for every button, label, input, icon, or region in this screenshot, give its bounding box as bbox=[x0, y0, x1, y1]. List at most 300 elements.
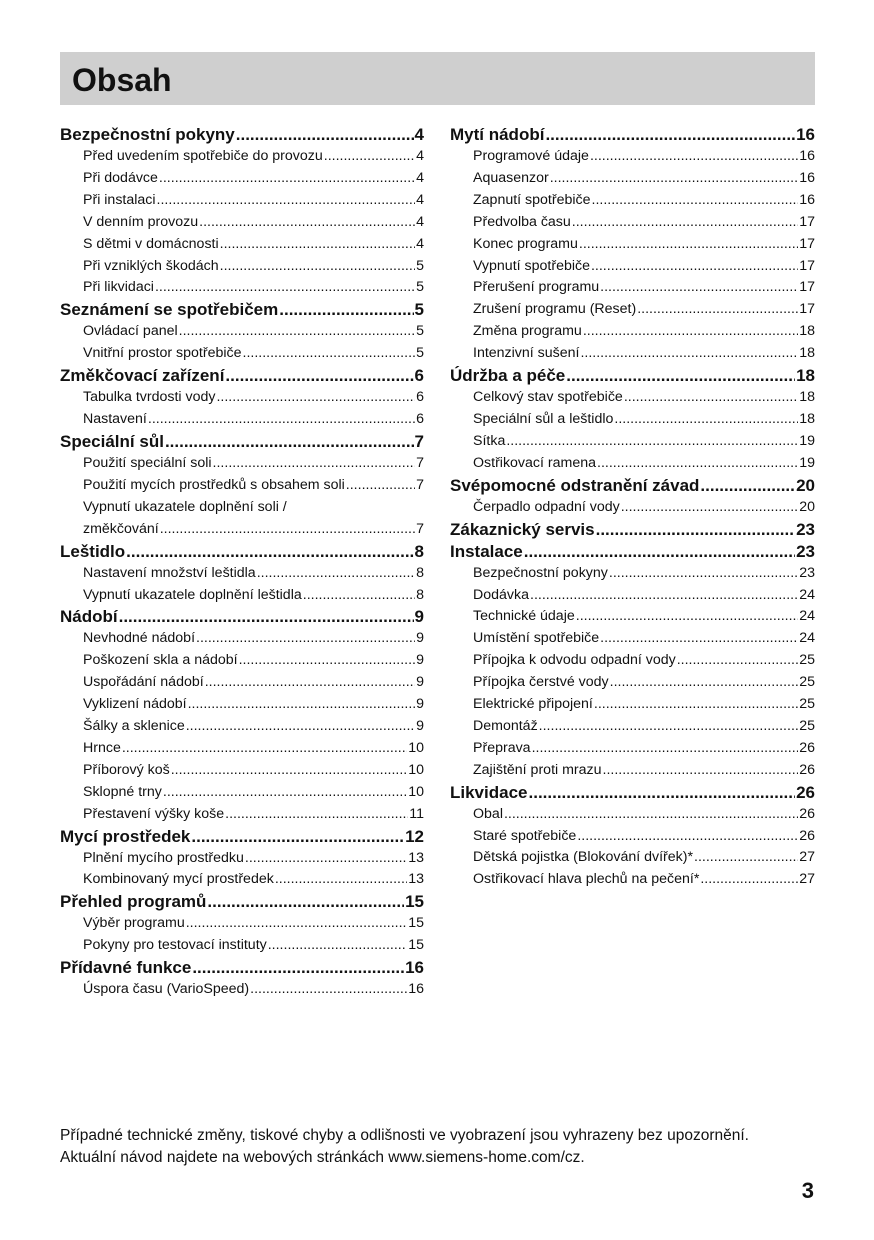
dot-leader bbox=[577, 826, 798, 848]
toc-subsection[interactable] bbox=[450, 563, 815, 585]
dot-leader bbox=[126, 541, 413, 563]
toc-entry-label: Nastavení bbox=[83, 411, 147, 428]
toc-entry-page: 27 bbox=[799, 871, 815, 888]
toc-entry-label: Zákaznický servis bbox=[450, 519, 595, 539]
toc-subsection[interactable] bbox=[450, 168, 815, 190]
toc-entry-label: Zajištění proti mrazu bbox=[473, 761, 602, 778]
dot-leader bbox=[539, 716, 799, 738]
toc-entry-page: 15 bbox=[408, 937, 424, 954]
toc-entry-page: 17 bbox=[799, 257, 815, 274]
dot-leader bbox=[583, 321, 798, 343]
toc-entry-page: 23 bbox=[796, 519, 815, 539]
toc-subsection[interactable] bbox=[60, 913, 424, 935]
toc-entry-page: 16 bbox=[408, 981, 424, 998]
dot-leader bbox=[205, 672, 415, 694]
toc-subsection[interactable] bbox=[450, 804, 815, 826]
toc-subsection[interactable] bbox=[60, 343, 424, 365]
toc-subsection[interactable] bbox=[450, 694, 815, 716]
toc-entry-page: 18 bbox=[799, 345, 815, 362]
toc-entry-page: 24 bbox=[799, 608, 815, 625]
toc-entry-label: Vyklizení nádobí bbox=[83, 696, 187, 713]
toc-subsection[interactable] bbox=[60, 146, 424, 168]
toc-entry-label: Šálky a sklenice bbox=[83, 718, 185, 735]
toc-entry-label: Seznámení se spotřebičem bbox=[60, 300, 279, 320]
toc-entry-label: Přípojka čerstvé vody bbox=[473, 674, 609, 691]
dot-leader bbox=[160, 519, 415, 541]
toc-subsection[interactable] bbox=[450, 869, 815, 891]
toc-entry-page: 17 bbox=[799, 213, 815, 230]
dot-leader bbox=[566, 365, 795, 387]
dot-leader bbox=[637, 299, 798, 321]
toc-entry-label: Obal bbox=[473, 805, 503, 822]
dot-leader bbox=[196, 628, 415, 650]
dot-leader bbox=[171, 760, 407, 782]
dot-leader bbox=[188, 694, 416, 716]
toc-subsection[interactable] bbox=[60, 782, 424, 804]
dot-leader bbox=[580, 343, 798, 365]
title-bar bbox=[60, 52, 815, 105]
toc-entry-label: Zrušení programu (Reset) bbox=[473, 301, 637, 318]
toc-section[interactable] bbox=[60, 365, 424, 387]
dot-leader bbox=[624, 387, 798, 409]
toc-entry-page: 13 bbox=[408, 849, 424, 866]
dot-leader bbox=[596, 519, 795, 541]
toc-subsection[interactable] bbox=[60, 453, 424, 475]
toc-subsection[interactable] bbox=[450, 606, 815, 628]
toc-entry-page: 25 bbox=[799, 674, 815, 691]
toc-entry-label: Speciální sůl a leštidlo bbox=[473, 410, 614, 427]
toc-entry-page: 10 bbox=[408, 761, 424, 778]
toc-entry-page: 10 bbox=[408, 783, 424, 800]
dot-leader bbox=[165, 431, 414, 453]
toc-section[interactable] bbox=[450, 124, 815, 146]
dot-leader bbox=[572, 212, 798, 234]
toc-subsection[interactable] bbox=[60, 234, 424, 256]
toc-section[interactable] bbox=[450, 782, 815, 804]
dot-leader bbox=[239, 650, 416, 672]
dot-leader bbox=[677, 650, 799, 672]
toc-subsection[interactable] bbox=[450, 409, 815, 431]
toc-subsection[interactable] bbox=[450, 650, 815, 672]
toc-entry-label: Pokyny pro testovací instituty bbox=[83, 937, 267, 954]
toc-entry-page: 4 bbox=[416, 191, 424, 208]
toc-subsection[interactable] bbox=[60, 738, 424, 760]
toc-entry-label: Technické údaje bbox=[473, 608, 575, 625]
dot-leader bbox=[600, 628, 798, 650]
toc-entry-page: 24 bbox=[799, 586, 815, 603]
toc-entry-page: 26 bbox=[796, 782, 815, 802]
toc-subsection[interactable] bbox=[60, 935, 424, 957]
toc-entry-label: Předvolba času bbox=[473, 213, 571, 230]
toc-subsection[interactable] bbox=[450, 760, 815, 782]
toc-entry-page: 7 bbox=[416, 476, 424, 493]
toc-entry-label: Použití speciální soli bbox=[83, 454, 212, 471]
toc-subsection[interactable] bbox=[450, 146, 815, 168]
toc-subsection[interactable] bbox=[450, 212, 815, 234]
toc-section[interactable] bbox=[450, 365, 815, 387]
toc-entry-label: Svépomocné odstranění závad bbox=[450, 475, 700, 495]
toc-entry-label: Ostřikovací hlava plechů na pečení* bbox=[473, 871, 700, 888]
toc-subsection[interactable] bbox=[450, 585, 815, 607]
toc-entry-page: 19 bbox=[799, 432, 815, 449]
toc-entry-label: Speciální sůl bbox=[60, 431, 164, 451]
toc-entry-label: Staré spotřebiče bbox=[473, 827, 577, 844]
toc-entry-page: 5 bbox=[416, 279, 424, 296]
toc-entry-label: Přehled programů bbox=[60, 892, 207, 912]
toc-entry-page: 20 bbox=[799, 498, 815, 515]
toc-entry-label: Leštidlo bbox=[60, 541, 126, 561]
toc-entry-label: Při dodávce bbox=[83, 169, 158, 186]
toc-entry-page: 17 bbox=[799, 301, 815, 318]
toc-entry-label: Sklopné trny bbox=[83, 783, 162, 800]
toc-entry-label: Změna programu bbox=[473, 323, 582, 340]
toc-subsection[interactable] bbox=[60, 409, 424, 431]
toc-entry-label: Před uvedením spotřebiče do provozu bbox=[83, 148, 323, 164]
toc-entry-page: 9 bbox=[416, 652, 424, 669]
toc-entry-page: 4 bbox=[416, 213, 424, 230]
toc-entry-label: Přerušení programu bbox=[473, 279, 600, 296]
dot-leader bbox=[250, 979, 407, 1001]
toc-subsection[interactable] bbox=[60, 277, 424, 299]
toc-entry-page: 9 bbox=[416, 630, 424, 647]
toc-subsection[interactable] bbox=[450, 321, 815, 343]
dot-leader bbox=[504, 804, 798, 826]
toc-subsection[interactable] bbox=[450, 299, 815, 321]
toc-subsection[interactable] bbox=[60, 979, 424, 1001]
toc-entry-page: 17 bbox=[799, 279, 815, 296]
toc-entry-page: 25 bbox=[799, 717, 815, 734]
dot-leader bbox=[532, 738, 799, 760]
dot-leader bbox=[694, 847, 798, 869]
toc-entry-label: Mytí nádobí bbox=[450, 125, 545, 144]
dot-leader bbox=[700, 869, 798, 891]
dot-leader bbox=[603, 760, 799, 782]
toc-subsection[interactable] bbox=[450, 387, 815, 409]
toc-subsection[interactable] bbox=[450, 343, 815, 365]
toc-entry-page: 5 bbox=[416, 323, 424, 340]
dot-leader bbox=[591, 256, 798, 278]
dot-leader bbox=[220, 234, 415, 256]
toc-entry-label: Použití mycích prostředků s obsahem soli bbox=[83, 476, 345, 493]
toc-entry-page: 5 bbox=[414, 300, 424, 320]
toc-subsection[interactable] bbox=[60, 716, 424, 738]
toc-entry-label: Příborový koš bbox=[83, 761, 170, 778]
toc-section[interactable] bbox=[60, 891, 424, 913]
dot-leader bbox=[199, 212, 415, 234]
dot-leader bbox=[148, 409, 415, 431]
toc-entry-page: 4 bbox=[414, 125, 424, 144]
toc-entry-label: Celkový stav spotřebiče bbox=[473, 389, 623, 406]
toc-subsection[interactable] bbox=[60, 168, 424, 190]
toc-entry-label: Intenzivní sušení bbox=[473, 345, 580, 362]
toc-section[interactable] bbox=[60, 606, 424, 628]
toc-entry-label: změkčování bbox=[83, 520, 159, 537]
toc-entry-label: Programové údaje bbox=[473, 148, 589, 164]
toc-entry-page: 16 bbox=[799, 169, 815, 186]
toc-entry-page: 7 bbox=[414, 431, 424, 451]
toc-entry-page: 9 bbox=[416, 674, 424, 691]
toc-entry-label: Při instalaci bbox=[83, 191, 156, 208]
toc-right-column bbox=[450, 124, 815, 891]
toc-entry-label: Hrnce bbox=[83, 739, 121, 756]
page-title: Obsah bbox=[72, 62, 172, 98]
toc-entry-label: Dětská pojistka (Blokování dvířek)* bbox=[473, 849, 693, 866]
toc-entry-page: 11 bbox=[409, 805, 424, 822]
dot-leader bbox=[122, 738, 407, 760]
dot-leader bbox=[590, 146, 798, 168]
toc-entry-page: 16 bbox=[799, 191, 815, 208]
dot-leader bbox=[245, 848, 407, 870]
dot-leader bbox=[594, 694, 798, 716]
toc-entry-label: V denním provozu bbox=[83, 213, 199, 230]
toc-subsection[interactable] bbox=[60, 760, 424, 782]
toc-subsection[interactable] bbox=[60, 475, 424, 497]
dot-leader bbox=[157, 190, 416, 212]
toc-subsection[interactable] bbox=[60, 869, 424, 891]
toc-subsection[interactable] bbox=[450, 497, 815, 519]
toc-entry-page: 6 bbox=[416, 389, 424, 406]
toc-entry-page: 15 bbox=[405, 892, 424, 912]
toc-entry-label: Konec programu bbox=[473, 235, 578, 252]
toc-entry-label: Při likvidaci bbox=[83, 279, 154, 296]
toc-entry-continued[interactable]: Vypnutí ukazatele doplnění soli / bbox=[83, 498, 287, 515]
toc-entry-page: 9 bbox=[416, 718, 424, 735]
toc-subsection[interactable] bbox=[60, 563, 424, 585]
toc-entry-page: 16 bbox=[799, 148, 815, 164]
toc-entry-page: 18 bbox=[799, 323, 815, 340]
toc-subsection[interactable] bbox=[450, 628, 815, 650]
toc-entry-label: Ovládací panel bbox=[83, 323, 178, 340]
toc-entry-label: Bezpečnostní pokyny bbox=[60, 125, 235, 144]
toc-subsection[interactable] bbox=[60, 585, 424, 607]
toc-subsection[interactable] bbox=[450, 826, 815, 848]
dot-leader bbox=[545, 124, 795, 146]
toc-entry-label: Přestavení výšky koše bbox=[83, 805, 225, 822]
toc-subsection[interactable] bbox=[450, 431, 815, 453]
dot-leader bbox=[191, 826, 404, 848]
toc-subsection[interactable] bbox=[60, 848, 424, 870]
dot-leader bbox=[213, 453, 416, 475]
dot-leader bbox=[597, 453, 798, 475]
toc-entry-label: Úspora času (VarioSpeed) bbox=[83, 981, 250, 998]
toc-entry-label: Kombinovaný mycí prostředek bbox=[83, 871, 274, 888]
toc-left-column bbox=[60, 124, 424, 1001]
dot-leader bbox=[163, 782, 407, 804]
toc-entry-label: Dodávka bbox=[473, 586, 529, 603]
toc-entry-page: 18 bbox=[796, 366, 815, 386]
dot-leader bbox=[324, 146, 415, 168]
toc-entry-label: Elektrické připojení bbox=[473, 696, 593, 713]
toc-subsection[interactable] bbox=[450, 716, 815, 738]
toc-subsection[interactable] bbox=[450, 738, 815, 760]
toc-entry-page: 5 bbox=[416, 257, 424, 274]
dot-leader bbox=[700, 475, 795, 497]
dot-leader bbox=[225, 804, 408, 826]
toc-subsection[interactable] bbox=[60, 672, 424, 694]
toc-entry-page: 10 bbox=[408, 739, 424, 756]
toc-entry-label: Uspořádání nádobí bbox=[83, 674, 204, 691]
toc-entry-page: 12 bbox=[405, 826, 424, 846]
dot-leader bbox=[192, 957, 404, 979]
dot-leader bbox=[346, 475, 415, 497]
toc-entry-label: Tabulka tvrdosti vody bbox=[83, 389, 216, 406]
dot-leader bbox=[600, 277, 798, 299]
toc-section[interactable] bbox=[60, 124, 424, 146]
toc-entry-page: 8 bbox=[416, 564, 424, 581]
dot-leader bbox=[220, 256, 415, 278]
toc-section[interactable] bbox=[60, 957, 424, 979]
toc-entry-label: Nádobí bbox=[60, 607, 118, 627]
toc-entry-page: 9 bbox=[414, 607, 424, 627]
toc-subsection[interactable] bbox=[60, 212, 424, 234]
toc-entry-page: 8 bbox=[414, 541, 424, 561]
toc-entry-label: Změkčovací zařízení bbox=[60, 366, 225, 386]
dot-leader bbox=[243, 343, 416, 365]
dot-leader bbox=[279, 299, 413, 321]
toc-entry-label: Mycí prostředek bbox=[60, 826, 191, 846]
toc-entry-label: Při vzniklých škodách bbox=[83, 257, 219, 274]
toc-entry-label: Nastavení množství leštidla bbox=[83, 564, 256, 581]
toc-entry-label: Sítka bbox=[473, 432, 506, 449]
dot-leader bbox=[609, 563, 798, 585]
toc-entry-page: 26 bbox=[799, 739, 815, 756]
dot-leader bbox=[550, 168, 799, 190]
toc-entry-page: 17 bbox=[799, 235, 815, 252]
dot-leader bbox=[610, 672, 799, 694]
dot-leader bbox=[257, 563, 415, 585]
toc-entry-page: 18 bbox=[799, 389, 815, 406]
dot-leader bbox=[529, 782, 796, 804]
toc-entry-label: Bezpečnostní pokyny bbox=[473, 564, 608, 581]
toc-entry-label: Čerpadlo odpadní vody bbox=[473, 498, 620, 515]
toc-subsection[interactable] bbox=[60, 387, 424, 409]
toc-entry-page: 20 bbox=[796, 475, 815, 495]
toc-entry-page: 16 bbox=[405, 958, 424, 978]
toc-subsection[interactable] bbox=[450, 672, 815, 694]
toc-entry-page: 19 bbox=[799, 454, 815, 471]
toc-entry-page: 26 bbox=[799, 805, 815, 822]
toc-entry-page: 4 bbox=[416, 169, 424, 186]
toc-entry-label: Vnitřní prostor spotřebiče bbox=[83, 345, 242, 362]
toc-entry-page: 18 bbox=[799, 410, 815, 427]
toc-entry-label: Údržba a péče bbox=[450, 366, 566, 386]
toc-subsection[interactable] bbox=[450, 847, 815, 869]
toc-entry-label: Výběr programu bbox=[83, 915, 185, 932]
toc-section[interactable] bbox=[60, 431, 424, 453]
toc-subsection[interactable] bbox=[450, 277, 815, 299]
dot-leader bbox=[530, 585, 798, 607]
toc-subsection[interactable] bbox=[60, 190, 424, 212]
toc-section[interactable] bbox=[60, 541, 424, 563]
toc-entry-label: Zapnutí spotřebiče bbox=[473, 191, 591, 208]
toc-entry-label: Přídavné funkce bbox=[60, 958, 192, 978]
toc-entry-page: 4 bbox=[416, 235, 424, 252]
dot-leader bbox=[216, 387, 415, 409]
toc-entry-page: 13 bbox=[408, 871, 424, 888]
toc-section[interactable] bbox=[60, 299, 424, 321]
toc-entry-label: Vypnutí spotřebiče bbox=[473, 257, 590, 274]
toc-subsection[interactable] bbox=[450, 256, 815, 278]
dot-leader bbox=[236, 124, 414, 146]
toc-subsection[interactable] bbox=[60, 628, 424, 650]
toc-entry-label: Přípojka k odvodu odpadní vody bbox=[473, 652, 676, 669]
toc-subsection[interactable] bbox=[60, 694, 424, 716]
toc-entry-label: Plnění mycího prostředku bbox=[83, 849, 244, 866]
dot-leader bbox=[119, 606, 414, 628]
toc-entry-page: 23 bbox=[799, 564, 815, 581]
toc-entry-page: 6 bbox=[416, 411, 424, 428]
toc-entry-label: Likvidace bbox=[450, 782, 528, 802]
toc-section[interactable] bbox=[450, 519, 815, 541]
toc-subsection[interactable] bbox=[450, 190, 815, 212]
toc-entry-label: Aquasenzor bbox=[473, 169, 549, 186]
toc-subsection[interactable] bbox=[450, 453, 815, 475]
toc-entry-label: Ostřikovací ramena bbox=[473, 454, 596, 471]
toc-entry-page: 9 bbox=[416, 696, 424, 713]
dot-leader bbox=[159, 168, 415, 190]
dot-leader bbox=[524, 541, 795, 563]
toc-entry-label: Nevhodné nádobí bbox=[83, 630, 196, 647]
toc-section[interactable] bbox=[450, 541, 815, 563]
toc-entry-page: 6 bbox=[414, 366, 424, 386]
dot-leader bbox=[186, 716, 415, 738]
dot-leader bbox=[155, 277, 415, 299]
toc-section[interactable] bbox=[450, 475, 815, 497]
dot-leader bbox=[179, 321, 415, 343]
toc-entry-label: Vypnutí ukazatele doplnění leštidla bbox=[83, 586, 302, 603]
toc-entry-page: 7 bbox=[416, 520, 424, 537]
toc-subsection[interactable] bbox=[450, 234, 815, 256]
toc-entry-label: Demontáž bbox=[473, 717, 538, 734]
toc-section[interactable] bbox=[60, 826, 424, 848]
toc-entry-label: Poškození skla a nádobí bbox=[83, 652, 238, 669]
toc-entry-page: 26 bbox=[799, 827, 815, 844]
footer-note: Případné technické změny, tiskové chyby a odlišnosti ve vyobrazení jsou vyhrazeny bez upozornění. Aktuální návod najdete na webových stránkách www.siemens-home.com/cz. bbox=[60, 1127, 749, 1166]
toc-entry-page: 23 bbox=[796, 541, 815, 561]
toc-subsection[interactable] bbox=[60, 804, 424, 826]
dot-leader bbox=[303, 585, 415, 607]
toc-entry-page: 24 bbox=[799, 630, 815, 647]
toc-entry-page: 8 bbox=[416, 586, 424, 603]
toc-entry-page: 16 bbox=[796, 125, 815, 144]
toc-entry-label: Umístění spotřebiče bbox=[473, 630, 600, 647]
dot-leader bbox=[621, 497, 799, 519]
toc-entry-page: 25 bbox=[799, 696, 815, 713]
toc-entry-label: Instalace bbox=[450, 541, 523, 561]
dot-leader bbox=[275, 869, 407, 891]
toc-entry-page: 15 bbox=[408, 915, 424, 932]
dot-leader bbox=[614, 409, 798, 431]
toc-entry-page: 4 bbox=[416, 148, 424, 164]
dot-leader bbox=[207, 891, 404, 913]
dot-leader bbox=[579, 234, 798, 256]
toc-entry-page: 26 bbox=[799, 761, 815, 778]
dot-leader bbox=[506, 431, 798, 453]
toc-entry-page: 27 bbox=[799, 849, 815, 866]
dot-leader bbox=[186, 913, 407, 935]
toc-entry-page: 25 bbox=[799, 652, 815, 669]
dot-leader bbox=[268, 935, 407, 957]
toc-subsection[interactable] bbox=[60, 519, 424, 541]
toc-entry-label: S dětmi v domácnosti bbox=[83, 235, 219, 252]
toc-subsection[interactable] bbox=[60, 256, 424, 278]
page-number: 3 bbox=[801, 1178, 814, 1203]
toc-subsection[interactable] bbox=[60, 321, 424, 343]
toc-entry-page: 5 bbox=[416, 345, 424, 362]
dot-leader bbox=[592, 190, 799, 212]
dot-leader bbox=[576, 606, 798, 628]
toc-subsection[interactable] bbox=[60, 650, 424, 672]
